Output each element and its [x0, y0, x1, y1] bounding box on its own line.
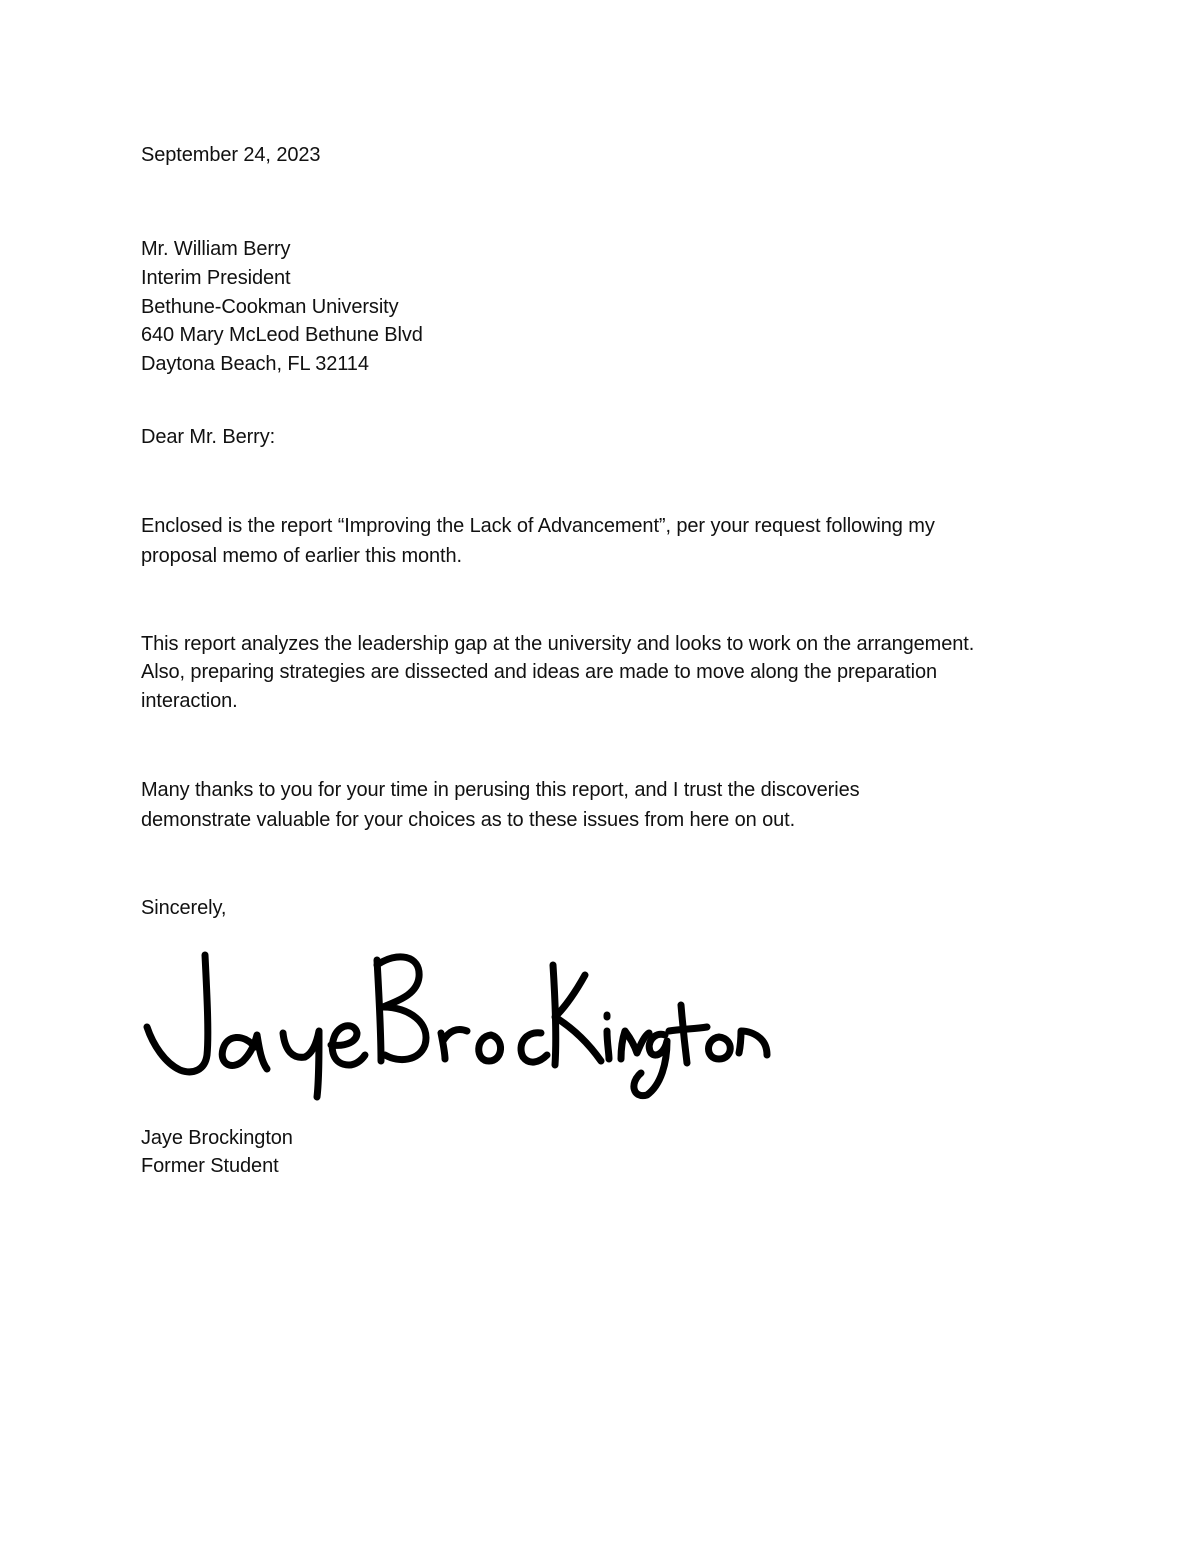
letter-date: September 24, 2023 [141, 144, 321, 166]
signature-strokes [147, 955, 767, 1097]
sender-name: Jaye Brockington [141, 1127, 293, 1149]
paragraph-3-line-1: Many thanks to you for your time in perusing this report, and I trust the discoveries [141, 779, 860, 801]
paragraph-1-line-1: Enclosed is the report “Improving the Lack of Advancement”, per your request following my [141, 515, 935, 537]
paragraph-2-line-3: interaction. [141, 690, 238, 712]
paragraph-2-line-2: Also, preparing strategies are dissected and ideas are made to move along the preparation [141, 661, 938, 683]
sender-title: Former Student [141, 1155, 279, 1177]
recipient-street: 640 Mary McLeod Bethune Blvd [141, 324, 423, 346]
recipient-title: Interim President [141, 267, 291, 289]
paragraph-3-line-2: demonstrate valuable for your choices as to these issues from here on out. [141, 809, 796, 831]
recipient-city-state-zip: Daytona Beach, FL 32114 [141, 353, 369, 375]
closing: Sincerely, [141, 897, 227, 919]
handwritten-signature [135, 935, 775, 1110]
recipient-organization: Bethune-Cookman University [141, 296, 399, 318]
recipient-name: Mr. William Berry [141, 238, 291, 260]
paragraph-2-line-1: This report analyzes the leadership gap at the university and looks to work on the arrangement. [141, 633, 975, 655]
salutation: Dear Mr. Berry: [141, 426, 276, 448]
paragraph-1-line-2: proposal memo of earlier this month. [141, 545, 462, 567]
